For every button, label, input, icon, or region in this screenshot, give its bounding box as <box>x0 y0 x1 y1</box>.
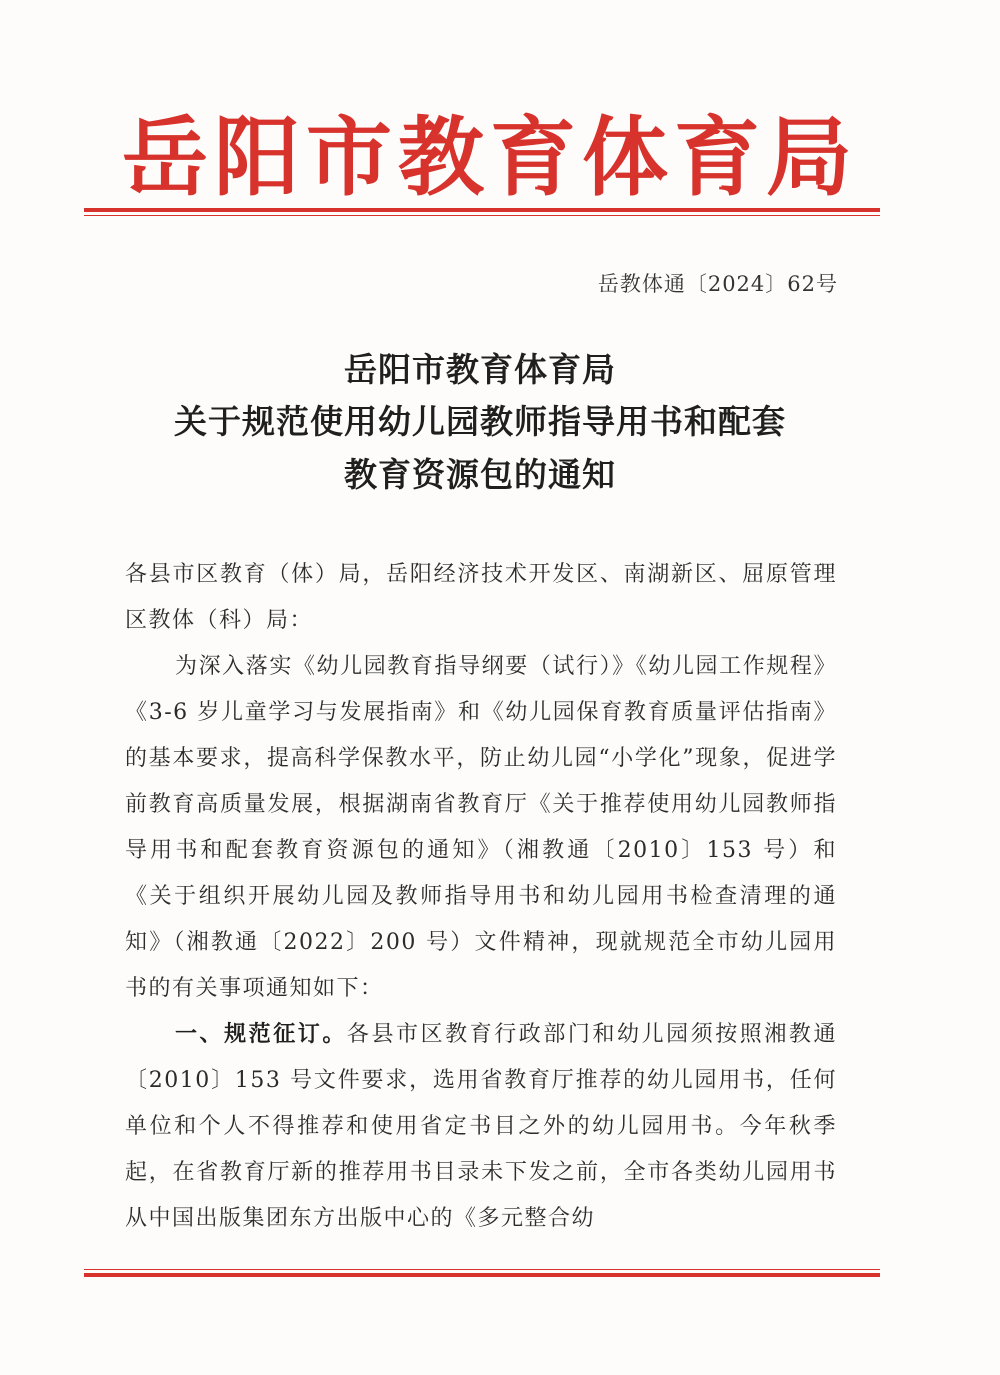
footer-rule-thick <box>84 1273 880 1277</box>
letterhead-title: 岳阳市教育体育局 <box>122 108 858 208</box>
footer-rule-thin <box>84 1269 880 1270</box>
document-body <box>125 552 837 1242</box>
document-title-line-1: 岳阳市教育体育局 <box>344 350 616 389</box>
addressee: 各县市区教育（体）局，岳阳经济技术开发区、南湖新区、屈原管理区教体（科）局： <box>125 562 837 633</box>
section-1-heading: 一、规范征订。 <box>175 1022 347 1047</box>
document-title-line-3: 教育资源包的通知 <box>344 455 616 494</box>
letterhead-rule-thick <box>84 208 880 212</box>
letterhead-rule-thin <box>84 215 880 216</box>
paragraph-intro: 为深入落实《幼儿园教育指导纲要（试行）》《幼儿园工作规程》《3-6 岁儿童学习与发展指南》和《幼儿园保育教育质量评估指南》的基本要求，提高科学保教水平，防止幼儿园“小学化”现象，促进学前教育高质量发展，根据湖南省教育厅《关于推荐使用幼儿园教师指导用书和配套教育资源包的通知》（湘教通〔2010〕153 号）和《关于组织开展幼儿园及教师指导用书和幼儿园用书检查清理的通知》（湘教通〔2022〕200 号）文件精神，现就规范全市幼儿园用书的有关事项通知如下： <box>125 654 837 1001</box>
paragraph-section-1 <box>125 1012 837 1242</box>
document-number: 岳教体通〔2024〕62号 <box>597 272 838 296</box>
document-title-line-2: 关于规范使用幼儿园教师指导用书和配套 <box>174 402 786 441</box>
section-1-text: 各县市区教育行政部门和幼儿园须按照湘教通〔2010〕153 号文件要求，选用省教育厅推荐的幼儿园用书，任何单位和个人不得推荐和使用省定书目之外的幼儿园用书。今年秋季起，在省教育厅新的推荐用书目录未下发之前，全市各类幼儿园用书从中国出版集团东方出版中心的《多元整合幼 <box>125 1022 837 1231</box>
